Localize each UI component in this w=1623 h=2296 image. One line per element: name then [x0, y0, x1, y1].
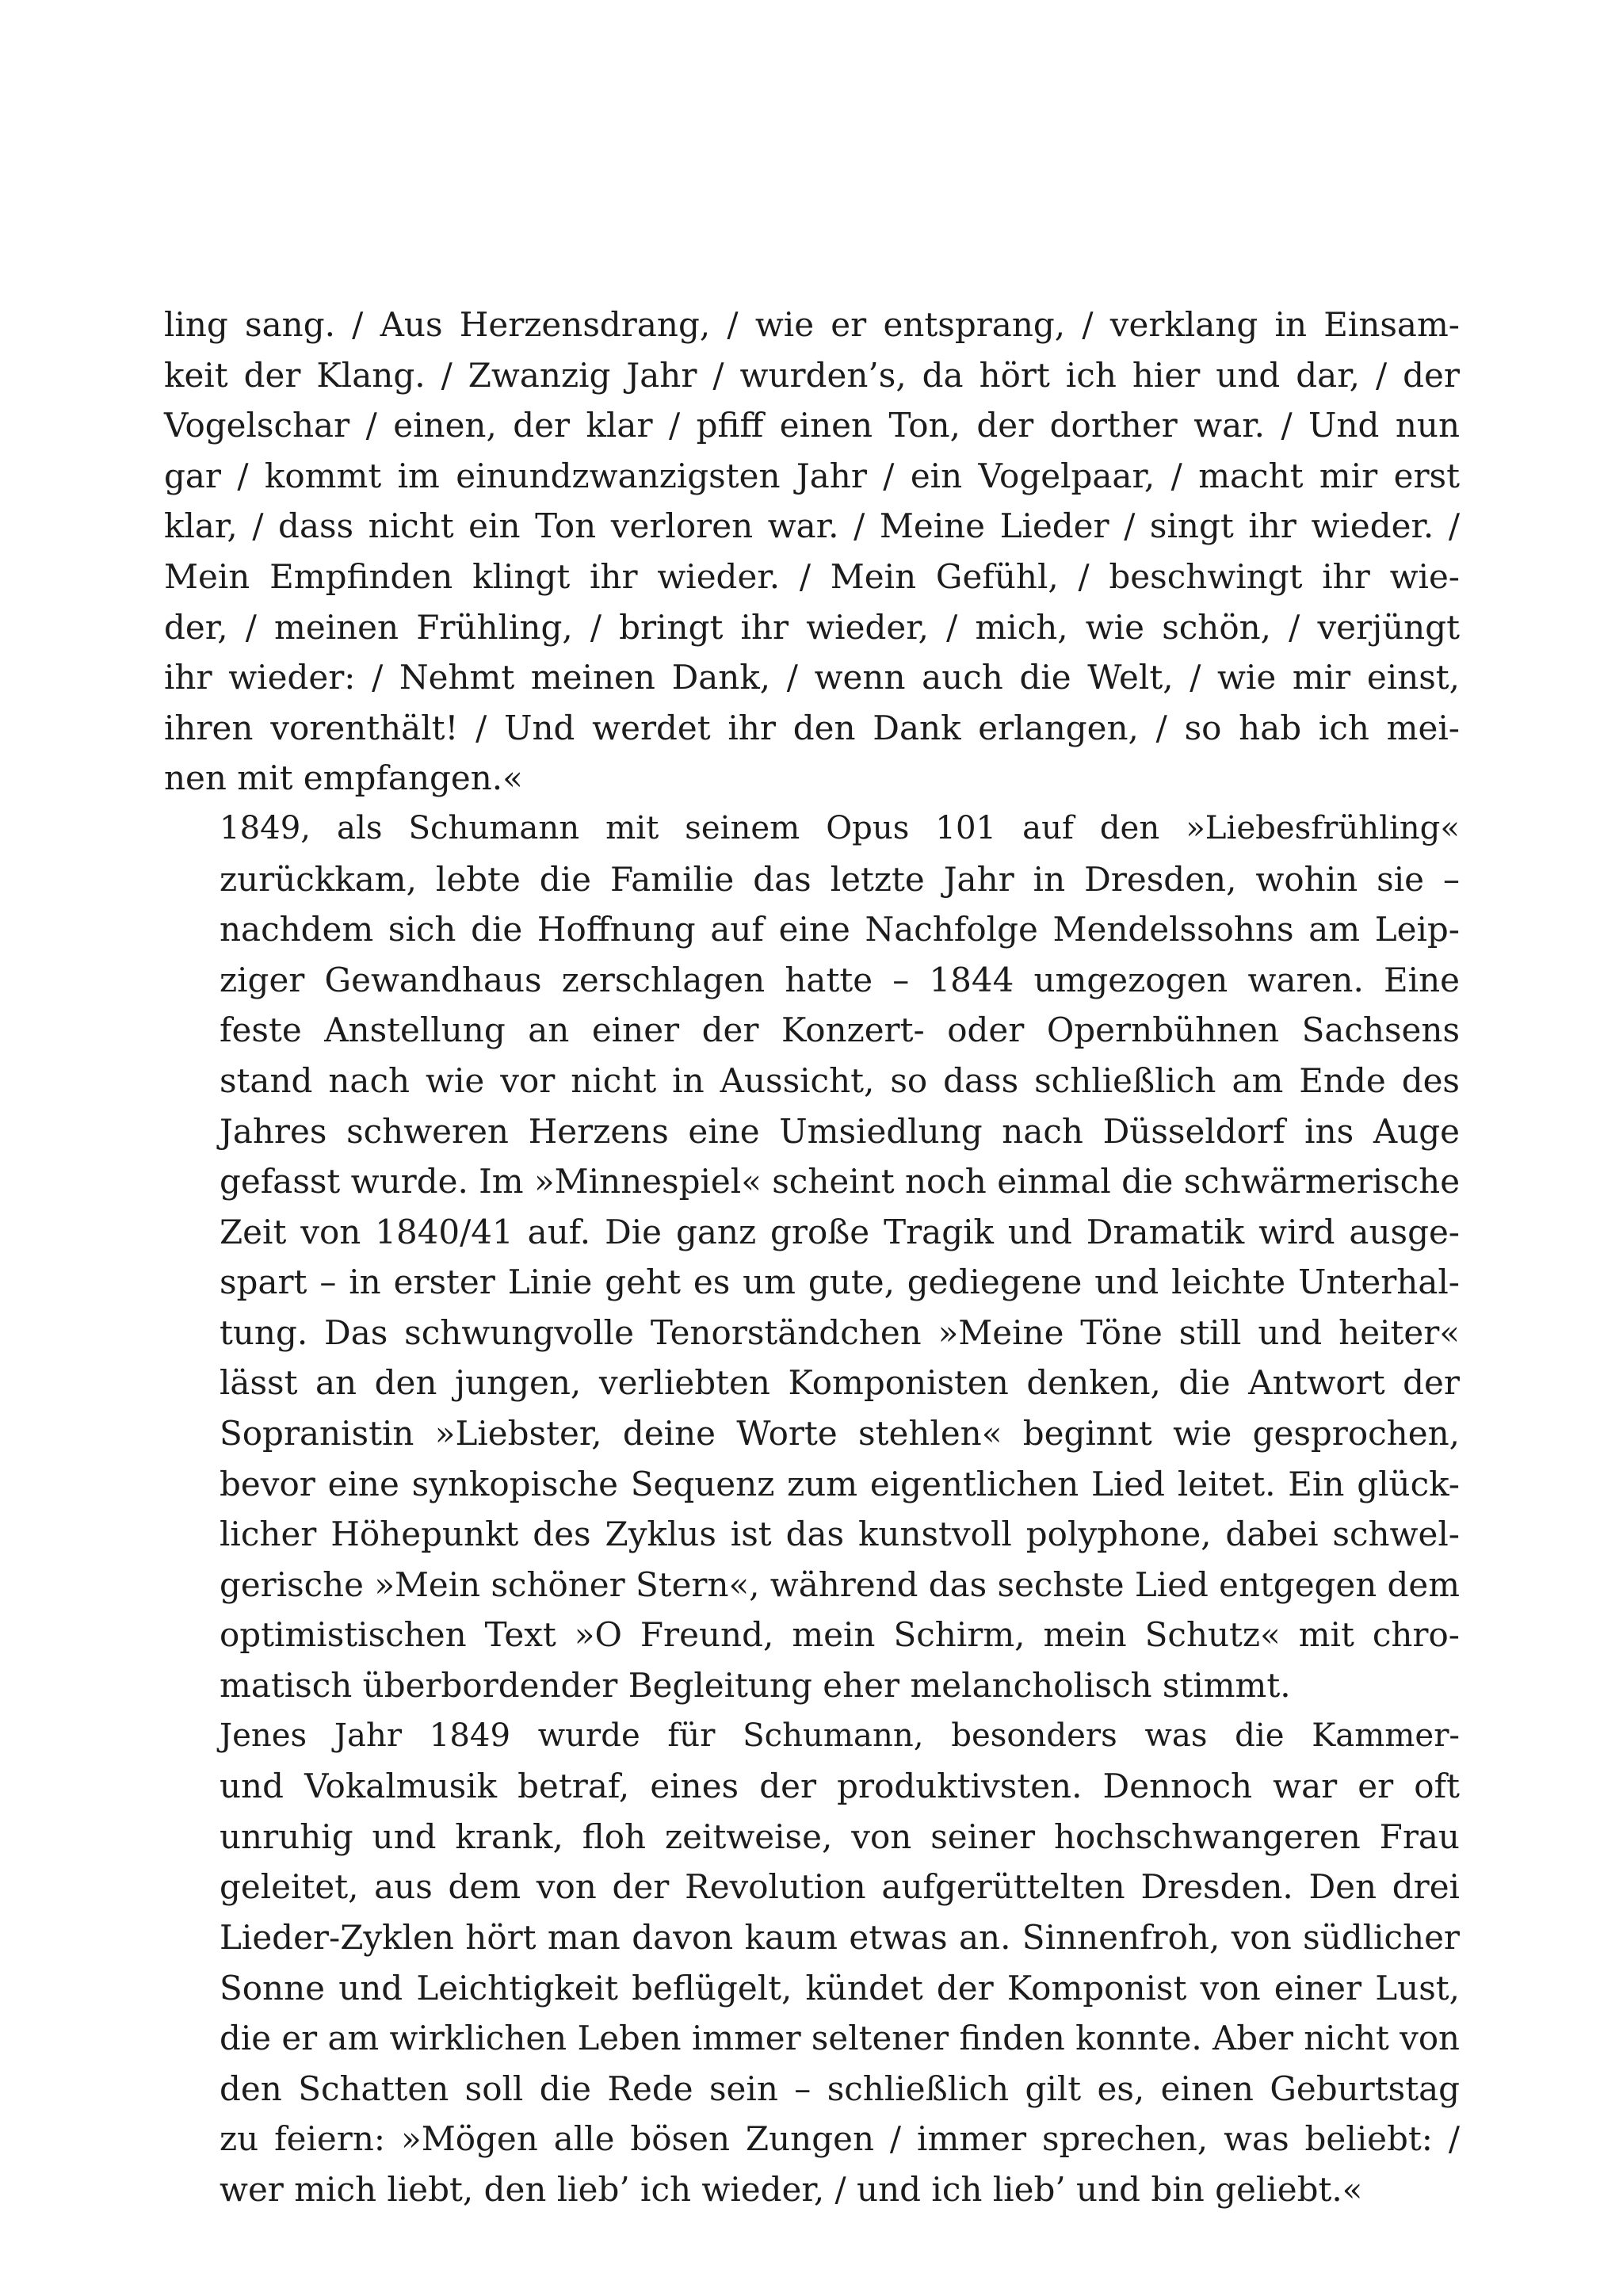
- text-line: 1849, als Schumann mit seinem Opus 101 auf den »Liebesfrühling«: [220, 809, 1460, 846]
- paragraph: [164, 804, 1460, 1711]
- text-line: gefasst wurde. Im »Minnespiel« scheint noch einmal die schwärmerische: [220, 1162, 1461, 1201]
- text-line: gar / kommt im einundzwanzigsten Jahr / ein Vogelpaar, / macht mir erst: [164, 456, 1460, 495]
- text-line: spart – in erster Linie geht es um gute, gediegene und leichte Unterhal-: [220, 1263, 1460, 1302]
- paragraph: [164, 300, 1460, 804]
- text-line: Jenes Jahr 1849 wurde für Schumann, besonders was die Kammer-: [220, 1717, 1460, 1754]
- text-line: gerische »Mein schöner Stern«, während das sechste Lied entgegen dem: [220, 1564, 1460, 1604]
- text-line: zurückkam, lebte die Familie das letzte Jahr in Dresden, wohin sie –: [220, 859, 1460, 899]
- text-line: geleitet, aus dem von der Revolution aufgerüttelten Dresden. Den drei: [220, 1867, 1460, 1907]
- body-text: [164, 300, 1460, 2215]
- text-line: und Vokalmusik betraf, eines der produktivsten. Dennoch war er oft: [220, 1767, 1460, 1806]
- text-line: die er am wirklichen Leben immer seltener finden konnte. Aber nicht von: [220, 2019, 1461, 2058]
- text-line: optimistischen Text »O Freund, mein Schirm, mein Schutz« mit chro-: [220, 1615, 1460, 1655]
- text-line: tung. Das schwungvolle Tenorständchen »Meine Töne still und heiter«: [220, 1312, 1460, 1352]
- text-line: Sopranistin »Liebster, deine Worte stehlen« beginnt wie gesprochen,: [220, 1414, 1460, 1454]
- text-line: wer mich liebt, den lieb’ ich wieder, / und ich lieb’ und bin geliebt.«: [220, 2169, 1363, 2209]
- text-line: bevor eine synkopische Sequenz zum eigentlichen Lied leitet. Ein glück-: [220, 1464, 1460, 1503]
- text-line: unruhig und krank, floh zeitweise, von seiner hochschwangeren Frau: [220, 1817, 1460, 1856]
- text-line: nen mit empfangen.«: [164, 758, 523, 798]
- text-line: feste Anstellung an einer der Konzert- oder Opernbühnen Sachsens: [220, 1010, 1460, 1050]
- text-line: Vogelschar / einen, der klar / pfiff einen Ton, der dorther war. / Und nun: [164, 406, 1460, 445]
- text-line: ling sang. / Aus Herzensdrang, / wie er entsprang, / verklang in Einsam-: [164, 305, 1460, 344]
- text-line: licher Höhepunkt des Zyklus ist das kunstvoll polyphone, dabei schwel-: [220, 1515, 1460, 1554]
- text-line: den Schatten soll die Rede sein – schließlich gilt es, einen Geburtstag: [220, 2069, 1460, 2108]
- text-line: Lieder-Zyklen hört man davon kaum etwas an. Sinnenfroh, von südlicher: [220, 1918, 1460, 1957]
- text-line: Mein Empfinden klingt ihr wieder. / Mein Gefühl, / beschwingt ihr wie-: [164, 556, 1460, 596]
- text-line: stand nach wie vor nicht in Aussicht, so dass schließlich am Ende des: [220, 1060, 1460, 1100]
- text-line: klar, / dass nicht ein Ton verloren war. / Meine Lieder / singt ihr wieder. /: [164, 506, 1460, 546]
- paragraph: [164, 1711, 1460, 2215]
- text-line: Jahres schweren Herzens eine Umsiedlung nach Düsseldorf ins Auge: [220, 1111, 1460, 1151]
- text-line: lässt an den jungen, verliebten Komponisten denken, die Antwort der: [220, 1363, 1460, 1403]
- text-line: nachdem sich die Hoffnung auf eine Nachfolge Mendelssohns am Leip-: [220, 910, 1460, 949]
- text-line: zu feiern: »Mögen alle bösen Zungen / immer sprechen, was beliebt: /: [220, 2119, 1460, 2159]
- text-line: ziger Gewandhaus zerschlagen hatte – 1844 umgezogen waren. Eine: [220, 960, 1460, 999]
- text-line: ihr wieder: / Nehmt meinen Dank, / wenn auch die Welt, / wie mir einst,: [164, 658, 1460, 697]
- text-line: matisch überbordender Begleitung eher melancholisch stimmt.: [220, 1666, 1291, 1706]
- text-line: Zeit von 1840/41 auf. Die ganz große Tragik und Dramatik wird ausge-: [220, 1212, 1460, 1251]
- text-line: ihren vorenthält! / Und werdet ihr den Dank erlangen, / so hab ich mei-: [164, 708, 1460, 747]
- text-line: der, / meinen Frühling, / bringt ihr wieder, / mich, wie schön, / verjüngt: [164, 607, 1460, 647]
- text-line: keit der Klang. / Zwanzig Jahr / wurden’s, da hört ich hier und dar, / der: [164, 355, 1460, 395]
- text-line: Sonne und Leichtigkeit beflügelt, kündet der Komponist von einer Lust,: [220, 1968, 1460, 2008]
